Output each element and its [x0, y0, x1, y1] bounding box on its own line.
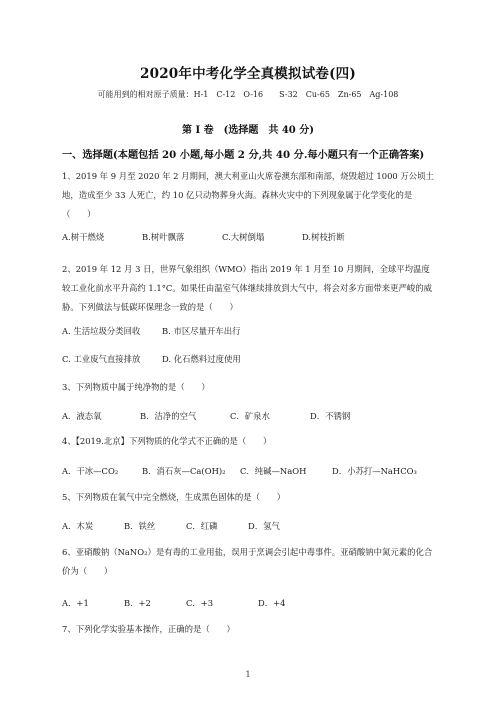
part-heading: 一、选择题(本题包括 20 小题,每小题 2 分,共 40 分.每小题只有一个正确答案) — [62, 149, 425, 161]
option-d[interactable]: D.树枝折断 — [302, 232, 345, 242]
option-d[interactable]: D．氢气 — [248, 521, 280, 531]
option-c[interactable]: C．红磷 — [186, 521, 218, 531]
option-b[interactable]: B．洁净的空气 — [140, 411, 197, 421]
option-b[interactable]: B．铁丝 — [124, 521, 156, 531]
atomic-masses-line: 可能用到的相对原子质量：H-1 C-12 O-16 S-32 Cu-65 Zn-65 Ag-108 — [97, 90, 399, 99]
question-6: 6、亚硝酸钠（NaNO₂）是有毒的工业用盐，误用于烹调会引起中毒事件。亚硝酸钠中氮元素的化合价为（ ） — [62, 547, 433, 576]
question-4-options — [62, 465, 417, 477]
question-7: 7、下列化学实验基本操作，正确的是（ ） — [62, 624, 235, 634]
question-5: 5、下列物质在氧气中完全燃烧，生成黑色固体的是（ ） — [62, 492, 286, 502]
question-2: 2、2019 年 12 月 3 日，世界气象组织（WMO）指出 2019 年 1 月至 10 月期间，全球平均温度较工业化前水平升高约 1.1°C。如果任由温室气体继续排放到大气中，将会对多方面带来更严峻的威胁。下列做法与低碳环保理念一致的是（ ） — [62, 264, 432, 312]
option-d[interactable]: D．不锈钢 — [310, 411, 351, 421]
question-3: 3、下列物质中属于纯净物的是（ ） — [62, 382, 210, 392]
option-c[interactable]: C．纯碱—NaOH — [240, 466, 307, 476]
question-4: 4、【2019.北京】下列物质的化学式不正确的是（ ） — [62, 436, 272, 446]
question-6-options — [62, 597, 285, 609]
option-c[interactable]: C. 工业废气直接排放 — [62, 354, 141, 364]
option-b[interactable]: B.树叶飘落 — [142, 232, 185, 242]
option-a[interactable]: A．木炭 — [62, 521, 94, 531]
question-3-options — [62, 410, 350, 422]
option-b[interactable]: B．+2 — [124, 598, 151, 608]
option-d[interactable]: D．小苏打—NaHCO₃ — [332, 466, 417, 476]
option-a[interactable]: A．液态氧 — [62, 411, 102, 421]
option-c[interactable]: C.大树倒塌 — [222, 232, 265, 242]
section-title: 第 Ⅰ 卷 (选择题 共 40 分) — [182, 125, 314, 136]
exam-title: 2020年中考化学全真模拟试卷(四) — [140, 66, 356, 82]
question-2-options-row2 — [62, 353, 241, 365]
option-c[interactable]: C．+3 — [186, 598, 214, 608]
option-a[interactable]: A．干冰—CO₂ — [62, 466, 119, 476]
option-a[interactable]: A.树干燃烧 — [62, 232, 105, 242]
option-d[interactable]: D．+4 — [258, 598, 286, 608]
option-a[interactable]: A. 生活垃圾分类回收 — [62, 326, 141, 336]
option-c[interactable]: C．矿泉水 — [230, 411, 270, 421]
question-5-options — [62, 520, 280, 532]
option-b[interactable]: B. 市区尽量开车出行 — [162, 326, 241, 336]
option-d[interactable]: D. 化石燃料过度使用 — [162, 354, 241, 364]
question-1-options — [62, 231, 345, 243]
question-2-options-row1 — [62, 325, 240, 337]
page-number: 1 — [245, 670, 251, 679]
option-b[interactable]: B．消石灰—Ca(OH)₂ — [142, 466, 226, 476]
question-1: 1、2019 年 9 月至 2020 年 2 月期间，澳大利亚山火席卷澳东部和南部，烧毁超过 1000 万公顷土地，造成至少 33 人死亡，约 10 亿只动物葬身火海。森林火灾中的下列现象属于化学变化的是（ ） — [62, 171, 434, 219]
option-a[interactable]: A．+1 — [62, 598, 89, 608]
